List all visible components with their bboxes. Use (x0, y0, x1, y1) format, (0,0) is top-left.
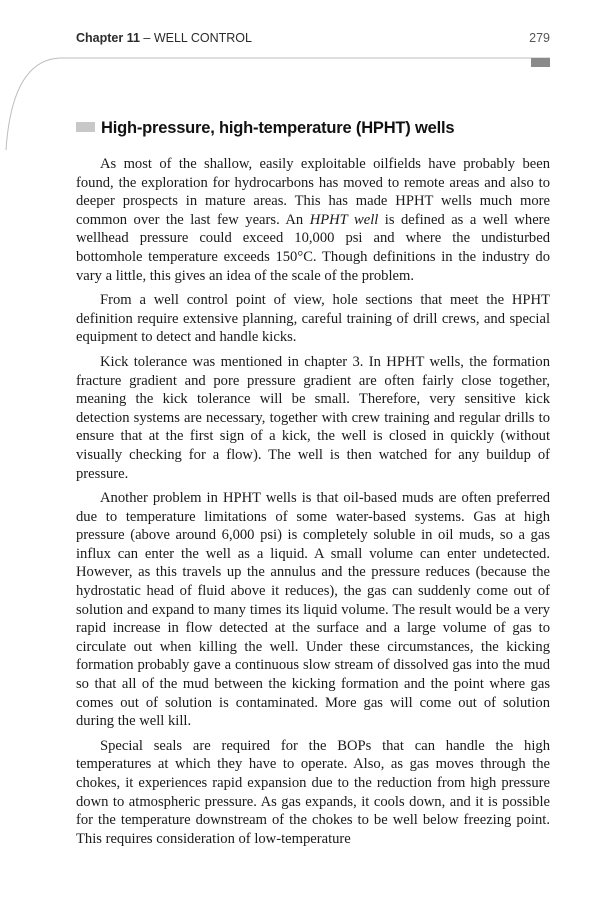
header-decoration (0, 0, 600, 170)
page-number: 279 (529, 31, 550, 45)
section-heading (76, 119, 556, 141)
section-title: High-pressure, high-temperature (HPHT) wells (101, 119, 455, 137)
paragraph-1 (76, 155, 550, 285)
paragraph-2: From a well control point of view, hole sections that meet the HPHT definition require extensive planning, careful training of drill crews, and special equipment to detect and handle kicks. (76, 292, 550, 346)
paragraph-4: Another problem in HPHT wells is that oil-based muds are often preferred due to temperature limitations of some water-based systems. Gas at high pressure (above around 6,000 psi) is completely soluble in oil muds, so a gas influx can enter the well as a liquid. A small volume can enter undetected. However, as this travels up the annulus and the pressure reduces (because the hydrostatic head of fluid above it reduces), the gas can suddenly come out of solution and expand to many times its liquid volume. The result would be a very rapid increase in flow detected at the surface and a large volume of gas to circulate out when killing the well. Under these circumstances, the kicking formation probably gave a continuous slow stream of dissolved gas into the mud so that all of the mud between the kicking formation and the point where gas comes out of solution is contaminated. More gas will come out of solution during the well kill. (76, 490, 550, 730)
paragraph-3: Kick tolerance was mentioned in chapter 3. In HPHT wells, the formation fracture gradient and pore pressure gradient are often fairly close together, meaning the kick tolerance will be small. Therefore, very sensitive kick detection systems are necessary, together with crew training and regular drills to ensure that at the first sign of a kick, the well is closed in quickly (without visually checking for a flow). The well is then watched for any buildup of pressure. (76, 353, 550, 482)
paragraph-5: Special seals are required for the BOPs that can handle the high temperatures at which they have to operate. Also, as gas moves through the chokes, it experiences rapid expansion due to the reduction from high pressure down to atmospheric pressure. As gas expands, it cools down, and it is possible for the temperature downstream of the chokes to be well below freezing point. This requires consideration of low-temperature (76, 737, 550, 847)
term-hpht-well: HPHT well (309, 211, 379, 228)
chapter-title: – WELL CONTROL (139, 31, 252, 45)
corner-tab (531, 58, 550, 67)
body-text (76, 155, 550, 854)
paragraph-1-text-b: is defined as a well where wellhead pressure could exceed 10,000 psi and where the undisturbed bottomhole temperature exceeds 150°C. Though definitions in the industry do vary a little, this gives an idea of the scale of the problem. (76, 211, 551, 284)
heading-marker (76, 122, 95, 132)
chapter-number: Chapter 11 (76, 31, 140, 45)
paragraph-1-text-a: As most of the shallow, easily exploitable oilfields have probably been found, the exploration for hydrocarbons has moved to remote areas and also to deeper prospects in mature areas. This has made HPHT wells much more common over the last few years. An (76, 156, 550, 228)
